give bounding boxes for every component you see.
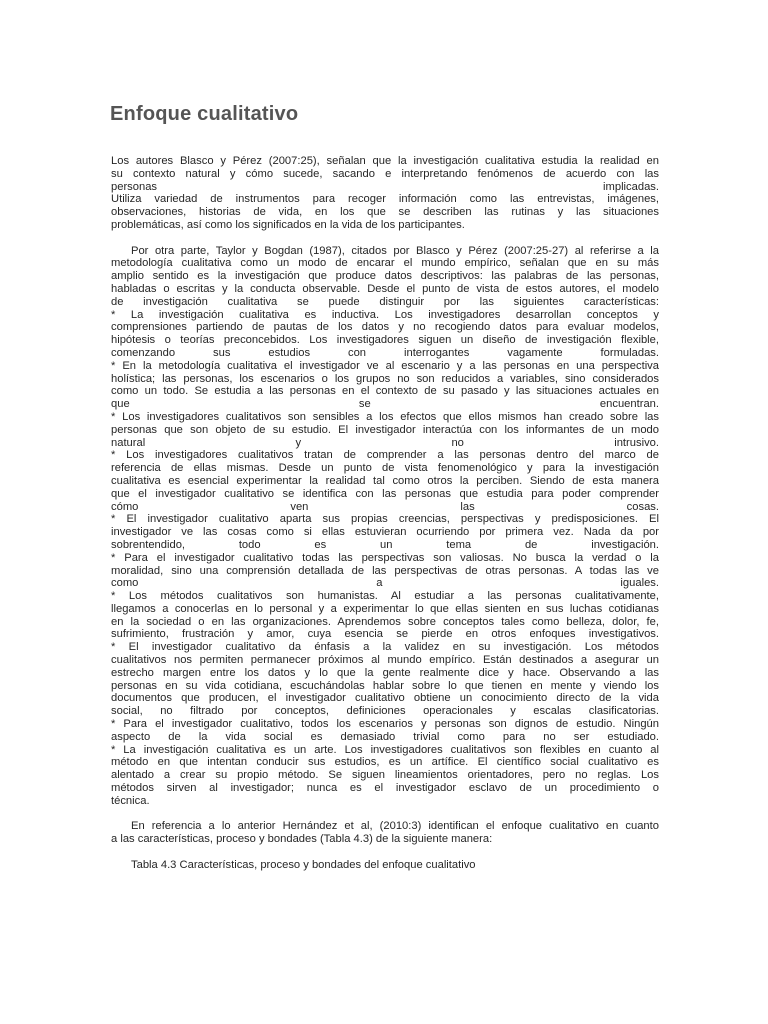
text-line: de investigación cualitativa se puede distinguir por las siguientes características: bbox=[111, 295, 659, 308]
text-line: metodología cualitativa como un modo de encarar el mundo empírico, señalan que en su más bbox=[111, 257, 659, 270]
paragraph-gap bbox=[111, 232, 659, 245]
text-line: personas implicadas. bbox=[111, 180, 659, 193]
text-line: social, no filtrado por conceptos, definiciones operacionales y escalas clasificatorias. bbox=[111, 705, 659, 718]
text-line: amplio sentido es la investigación que produce datos descriptivos: las palabras de las personas, bbox=[111, 270, 659, 283]
paragraph-gap bbox=[111, 846, 659, 859]
text-line: cualitativos nos permiten permanecer próximos al mundo empírico. Están destinados a asegurar un bbox=[111, 654, 659, 667]
text-line: * El investigador cualitativo da énfasis a la validez en su investigación. Los métodos bbox=[111, 641, 659, 654]
document-title: Enfoque cualitativo bbox=[110, 103, 299, 125]
text-line: habladas o escritas y la conducta observable. Desde el punto de vista de estos autores, el modelo bbox=[111, 282, 659, 295]
paragraph bbox=[111, 245, 659, 808]
text-line: natural y no intrusivo. bbox=[111, 436, 659, 449]
text-line: como a iguales. bbox=[111, 577, 659, 590]
text-line: comenzando sus estudios con interrogantes vagamente formuladas. bbox=[111, 346, 659, 359]
text-line: * La investigación cualitativa es inductiva. Los investigadores desarrollan conceptos y bbox=[111, 308, 659, 321]
paragraph bbox=[111, 155, 659, 232]
paragraph bbox=[111, 859, 659, 872]
text-line: * El investigador cualitativo aparta sus propias creencias, perspectivas y predisposiciones. El bbox=[111, 513, 659, 526]
paragraph bbox=[111, 820, 659, 846]
text-line: estrecho margen entre los datos y lo que la gente realmente dice y hace. Observando a las bbox=[111, 666, 659, 679]
text-line: observaciones, historias de vida, en los que se describen las rutinas y las situaciones bbox=[111, 206, 659, 219]
text-line: investigador ve las cosas como si ellas estuvieran ocurriendo por primera vez. Nada da por bbox=[111, 526, 659, 539]
text-line: * Para el investigador cualitativo todas las perspectivas son valiosas. No busca la verdad o la bbox=[111, 551, 659, 564]
text-line: que el investigador cualitativo se identifica con las personas que estudia para poder comprender bbox=[111, 487, 659, 500]
text-line: sobrentendido, todo es un tema de investigación. bbox=[111, 538, 659, 551]
text-line: * En la metodología cualitativa el investigador ve al escenario y a las personas en una perspectiva bbox=[111, 359, 659, 372]
text-line: * Los investigadores cualitativos tratan de comprender a las personas dentro del marco de bbox=[111, 449, 659, 462]
text-line: cualitativa es esencial experimentar la realidad tal como otros la perciben. Siendo de esta manera bbox=[111, 474, 659, 487]
text-line: aspecto de la vida social es demasiado trivial como para no ser estudiado. bbox=[111, 730, 659, 743]
text-line: problemáticas, así como los significados en la vida de los participantes. bbox=[111, 218, 465, 231]
text-line: moralidad, sino una comprensión detallada de las perspectivas de otras personas. A todas las ve bbox=[111, 564, 659, 577]
text-line: personas que son objeto de su estudio. El investigador interactúa con los informantes de un modo bbox=[111, 423, 659, 436]
text-line: método en que intentan conducir sus estudios, es un artífice. El científico social cualitativo es bbox=[111, 756, 659, 769]
text-line: sufrimiento, frustración y amor, cuya esencia se pierde en otros enfoques investigativos. bbox=[111, 628, 659, 641]
text-line: personas en su vida cotidiana, escuchándolas hablar sobre lo que tienen en mente y viendo los bbox=[111, 679, 659, 692]
text-line: que se encuentran. bbox=[111, 398, 659, 411]
text-line: alentado a crear su propio método. Se siguen lineamientos orientadores, pero no reglas. Los bbox=[111, 769, 659, 782]
text-line: * Para el investigador cualitativo, todos los escenarios y personas son dignos de estudio. Ningún bbox=[111, 718, 659, 731]
paragraph-gap bbox=[111, 808, 659, 821]
text-line: métodos sirven al investigador; nunca es el investigador esclavo de un procedimiento o bbox=[111, 782, 659, 795]
text-line: como un todo. Se estudia a las personas en el contexto de su pasado y las situaciones actuales en bbox=[111, 385, 659, 398]
text-line: Utiliza variedad de instrumentos para recoger información como las entrevistas, imágenes, bbox=[111, 193, 659, 206]
text-line: cómo ven las cosas. bbox=[111, 500, 659, 513]
text-line: Tabla 4.3 Características, proceso y bondades del enfoque cualitativo bbox=[131, 858, 476, 871]
text-line: holística; las personas, los escenarios o los grupos no son reducidos a variables, sino considerados bbox=[111, 372, 659, 385]
text-line: * La investigación cualitativa es un arte. Los investigadores cualitativos son flexibles en cuanto al bbox=[111, 743, 659, 756]
text-line: referencia de ellas mismas. Desde un punto de vista fenomenológico y para la investigación bbox=[111, 462, 659, 475]
text-line: su contexto natural y cómo sucede, sacando e interpretando fenómenos de acuerdo con las bbox=[111, 167, 659, 180]
document-body bbox=[111, 155, 659, 872]
text-line: documentos que producen, el investigador cualitativo obtiene un conocimiento directo de la vida bbox=[111, 692, 659, 705]
text-line: En referencia a lo anterior Hernández et al, (2010:3) identifican el enfoque cualitativo en cuanto bbox=[131, 820, 659, 833]
text-line: en la sociedad o en las organizaciones. Aprendemos sobre conceptos tales como belleza, dolor, fe, bbox=[111, 615, 659, 628]
text-line: Los autores Blasco y Pérez (2007:25), señalan que la investigación cualitativa estudia la realidad en bbox=[111, 155, 659, 167]
text-line: a las características, proceso y bondades (Tabla 4.3) de la siguiente manera: bbox=[111, 833, 493, 846]
text-line: hipótesis o teorías preconcebidos. Los investigadores siguen un diseño de investigación flexible, bbox=[111, 334, 659, 347]
text-line: Por otra parte, Taylor y Bogdan (1987), citados por Blasco y Pérez (2007:25-27) al referirse a la bbox=[131, 244, 659, 257]
text-line: llegamos a conocerlas en lo personal y a experimentar lo que ellas sienten en sus luchas cotidianas bbox=[111, 602, 659, 615]
text-line: técnica. bbox=[111, 794, 150, 807]
text-line: * Los métodos cualitativos son humanistas. Al estudiar a las personas cualitativamente, bbox=[111, 590, 659, 603]
text-line: comprensiones partiendo de pautas de los datos y no recogiendo datos para evaluar modelos, bbox=[111, 321, 659, 334]
text-line: * Los investigadores cualitativos son sensibles a los efectos que ellos mismos han creado sobre las bbox=[111, 410, 659, 423]
